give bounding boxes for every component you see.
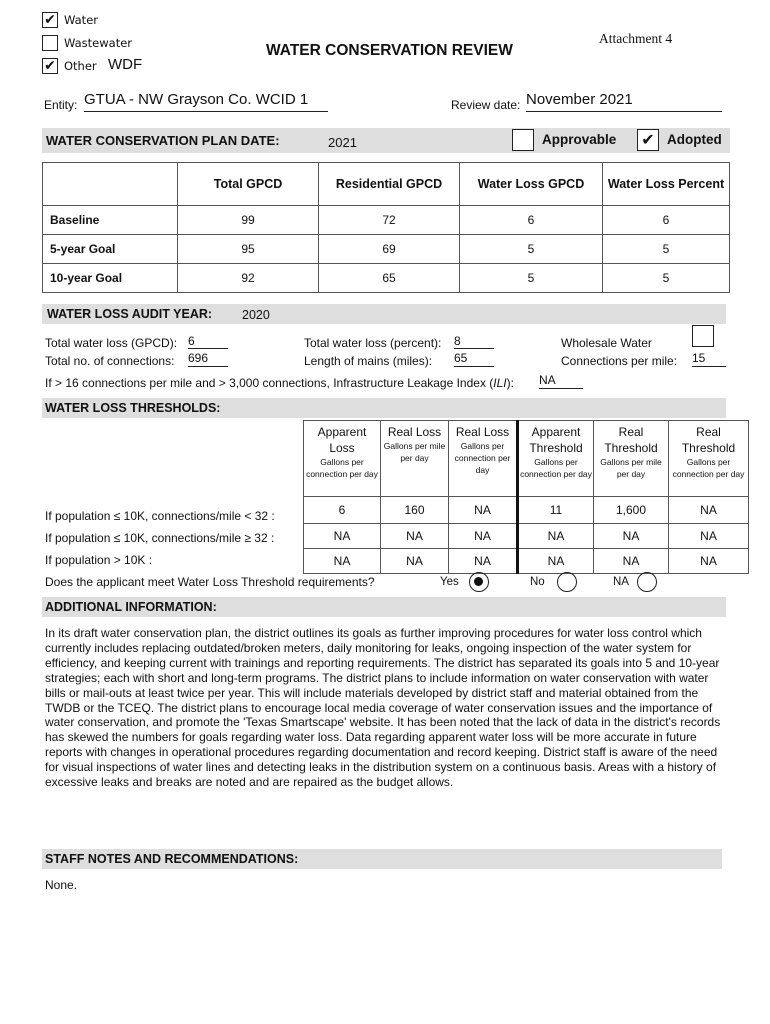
threshold-header-cell: Apparent Threshold Gallons per connection per day: [518, 421, 594, 497]
connections-per-mile-field[interactable]: 15: [692, 351, 726, 367]
table-cell: 5: [603, 264, 730, 293]
table-cell: 6: [603, 206, 730, 235]
threshold-header-cell: Real Threshold Gallons per connection per day: [669, 421, 749, 497]
table-header-cell: Water Loss Percent: [603, 163, 730, 206]
percent-loss-field[interactable]: 8: [454, 334, 494, 349]
table-cell: 6: [460, 206, 603, 235]
no-label: No: [530, 576, 545, 588]
threshold-cell: NA: [518, 549, 594, 574]
staff-notes-title: STAFF NOTES AND RECOMMENDATIONS:: [45, 852, 299, 866]
threshold-header-cell: Real Loss Gallons per mile per day: [381, 421, 449, 497]
water-checkbox[interactable]: ✔: [42, 12, 58, 28]
entity-label: Entity:: [44, 98, 78, 112]
gpcd-loss-field[interactable]: 6: [188, 334, 228, 349]
threshold-cell: NA: [449, 524, 518, 549]
threshold-header-row: [304, 421, 749, 497]
audit-year-value: 2020: [242, 308, 270, 322]
table-header-row: [43, 163, 730, 206]
wastewater-label: Wastewater: [64, 36, 133, 50]
other-value: WDF: [108, 56, 143, 73]
threshold-cell: NA: [594, 524, 669, 549]
gpcd-goals-table: [42, 162, 730, 293]
table-cell: 69: [319, 235, 460, 264]
table-row: [43, 235, 730, 264]
radio-selected-dot: [474, 577, 483, 586]
threshold-row: [304, 524, 749, 549]
review-date-label: Review date:: [451, 98, 521, 112]
threshold-cell: NA: [381, 549, 449, 574]
table-header-cell: Residential GPCD: [319, 163, 460, 206]
yes-radio[interactable]: [469, 572, 489, 592]
mains-length-label: Length of mains (miles):: [304, 354, 433, 368]
threshold-row-label: If population ≤ 10K, connections/mile < 32 :: [45, 509, 275, 523]
threshold-header-cell: Apparent Loss Gallons per connection per day: [304, 421, 381, 497]
percent-loss-label: Total water loss (percent):: [304, 336, 442, 350]
connections-label: Total no. of connections:: [45, 354, 175, 368]
table-cell: 92: [178, 264, 319, 293]
gpcd-loss-label: Total water loss (GPCD):: [45, 336, 178, 350]
threshold-cell: NA: [669, 524, 749, 549]
thresholds-title: WATER LOSS THRESHOLDS:: [45, 401, 221, 415]
water-label: Water: [64, 13, 98, 27]
threshold-row: [304, 497, 749, 524]
approvable-checkbox[interactable]: [512, 129, 534, 151]
threshold-cell: NA: [518, 524, 594, 549]
threshold-cell: NA: [449, 549, 518, 574]
threshold-question: Does the applicant meet Water Loss Threshold requirements?: [45, 575, 375, 589]
table-cell: 72: [319, 206, 460, 235]
na-radio[interactable]: [637, 572, 657, 592]
adopted-label: Adopted: [667, 132, 722, 147]
table-cell: 5: [603, 235, 730, 264]
staff-notes-text: None.: [45, 878, 78, 892]
threshold-cell: NA: [304, 549, 381, 574]
entity-field[interactable]: GTUA - NW Grayson Co. WCID 1: [84, 91, 328, 112]
row-label: 10-year Goal: [43, 264, 178, 293]
threshold-cell: NA: [669, 549, 749, 574]
table-cell: 5: [460, 235, 603, 264]
threshold-cell: 1,600: [594, 497, 669, 524]
connections-per-mile-label: Connections per mile:: [561, 354, 678, 368]
table-cell: 65: [319, 264, 460, 293]
additional-info-text: In its draft water conservation plan, the district outlines its goals as further improving procedures for water loss control which currently includes replacing outdated/broken meters, daily monitoring for leaks, ongoing inspection of the water system for efficiency, and keeping current with trainings and reporting requirements. The district has separated its goals into 5 and 10-year strategies; each with short and long-term programs. The district plans to include information on water conservation with water bills or mail-outs at least twice per year. This will include materials developed by district staff and material obtained from the TWDB or the TCEQ. The district plans to encourage local media coverage of water conservation issues and the importance of water conservation, and promote the 'Texas Smartscape' website. It has been noted that the lack of data in the district's records has skewed the numbers for goals regarding water loss. Data regarding apparent water loss will be more accurate in future reports with changes in operational procedures regarding documentation and record keeping. District staff is aware of the need for visual inspections of water lines and detecting leaks in the distribution system on a continuous basis. Areas with a history of excessive leaks and breaks are noted and are repaired as the budget allows.: [45, 626, 721, 790]
plan-date-value: 2021: [328, 135, 357, 150]
thresholds-table: [303, 420, 749, 574]
table-header-cell: [43, 163, 178, 206]
other-checkbox[interactable]: ✔: [42, 58, 58, 74]
table-header-cell: Total GPCD: [178, 163, 319, 206]
threshold-row: [304, 549, 749, 574]
threshold-row-label: If population > 10K :: [45, 553, 153, 567]
table-row: [43, 206, 730, 235]
approvable-label: Approvable: [542, 132, 617, 147]
no-radio[interactable]: [557, 572, 577, 592]
threshold-cell: NA: [381, 524, 449, 549]
table-cell: 99: [178, 206, 319, 235]
threshold-header-cell: Real Threshold Gallons per mile per day: [594, 421, 669, 497]
threshold-cell: NA: [669, 497, 749, 524]
threshold-cell: NA: [594, 549, 669, 574]
threshold-cell: 11: [518, 497, 594, 524]
ili-label: If > 16 connections per mile and > 3,000 connections, Infrastructure Leakage Index (ILI):: [45, 376, 514, 390]
threshold-cell: NA: [449, 497, 518, 524]
page-title: WATER CONSERVATION REVIEW: [266, 42, 513, 59]
table-row: [43, 264, 730, 293]
table-cell: 5: [460, 264, 603, 293]
wastewater-checkbox[interactable]: [42, 35, 58, 51]
threshold-cell: 6: [304, 497, 381, 524]
additional-info-title: ADDITIONAL INFORMATION:: [45, 600, 217, 614]
threshold-header-cell: Real Loss Gallons per connection per day: [449, 421, 518, 497]
row-label: Baseline: [43, 206, 178, 235]
wholesale-label: Wholesale Water: [561, 336, 652, 350]
review-date-field[interactable]: November 2021: [526, 91, 722, 112]
other-label: Other: [64, 59, 97, 73]
row-label: 5-year Goal: [43, 235, 178, 264]
wholesale-checkbox[interactable]: [692, 325, 714, 347]
adopted-checkbox[interactable]: ✔: [637, 129, 659, 151]
plan-date-label: WATER CONSERVATION PLAN DATE:: [46, 133, 280, 148]
threshold-cell: 160: [381, 497, 449, 524]
connections-field[interactable]: 696: [188, 351, 228, 367]
attachment-label: Attachment 4: [599, 31, 673, 46]
audit-year-label: WATER LOSS AUDIT YEAR:: [47, 307, 213, 321]
threshold-cell: NA: [304, 524, 381, 549]
threshold-row-label: If population ≤ 10K, connections/mile ≥ 32 :: [45, 531, 275, 545]
na-label: NA: [613, 576, 629, 588]
table-cell: 95: [178, 235, 319, 264]
table-header-cell: Water Loss GPCD: [460, 163, 603, 206]
mains-length-field[interactable]: 65: [454, 351, 494, 367]
ili-field[interactable]: NA: [539, 373, 583, 389]
yes-label: Yes: [440, 576, 459, 588]
